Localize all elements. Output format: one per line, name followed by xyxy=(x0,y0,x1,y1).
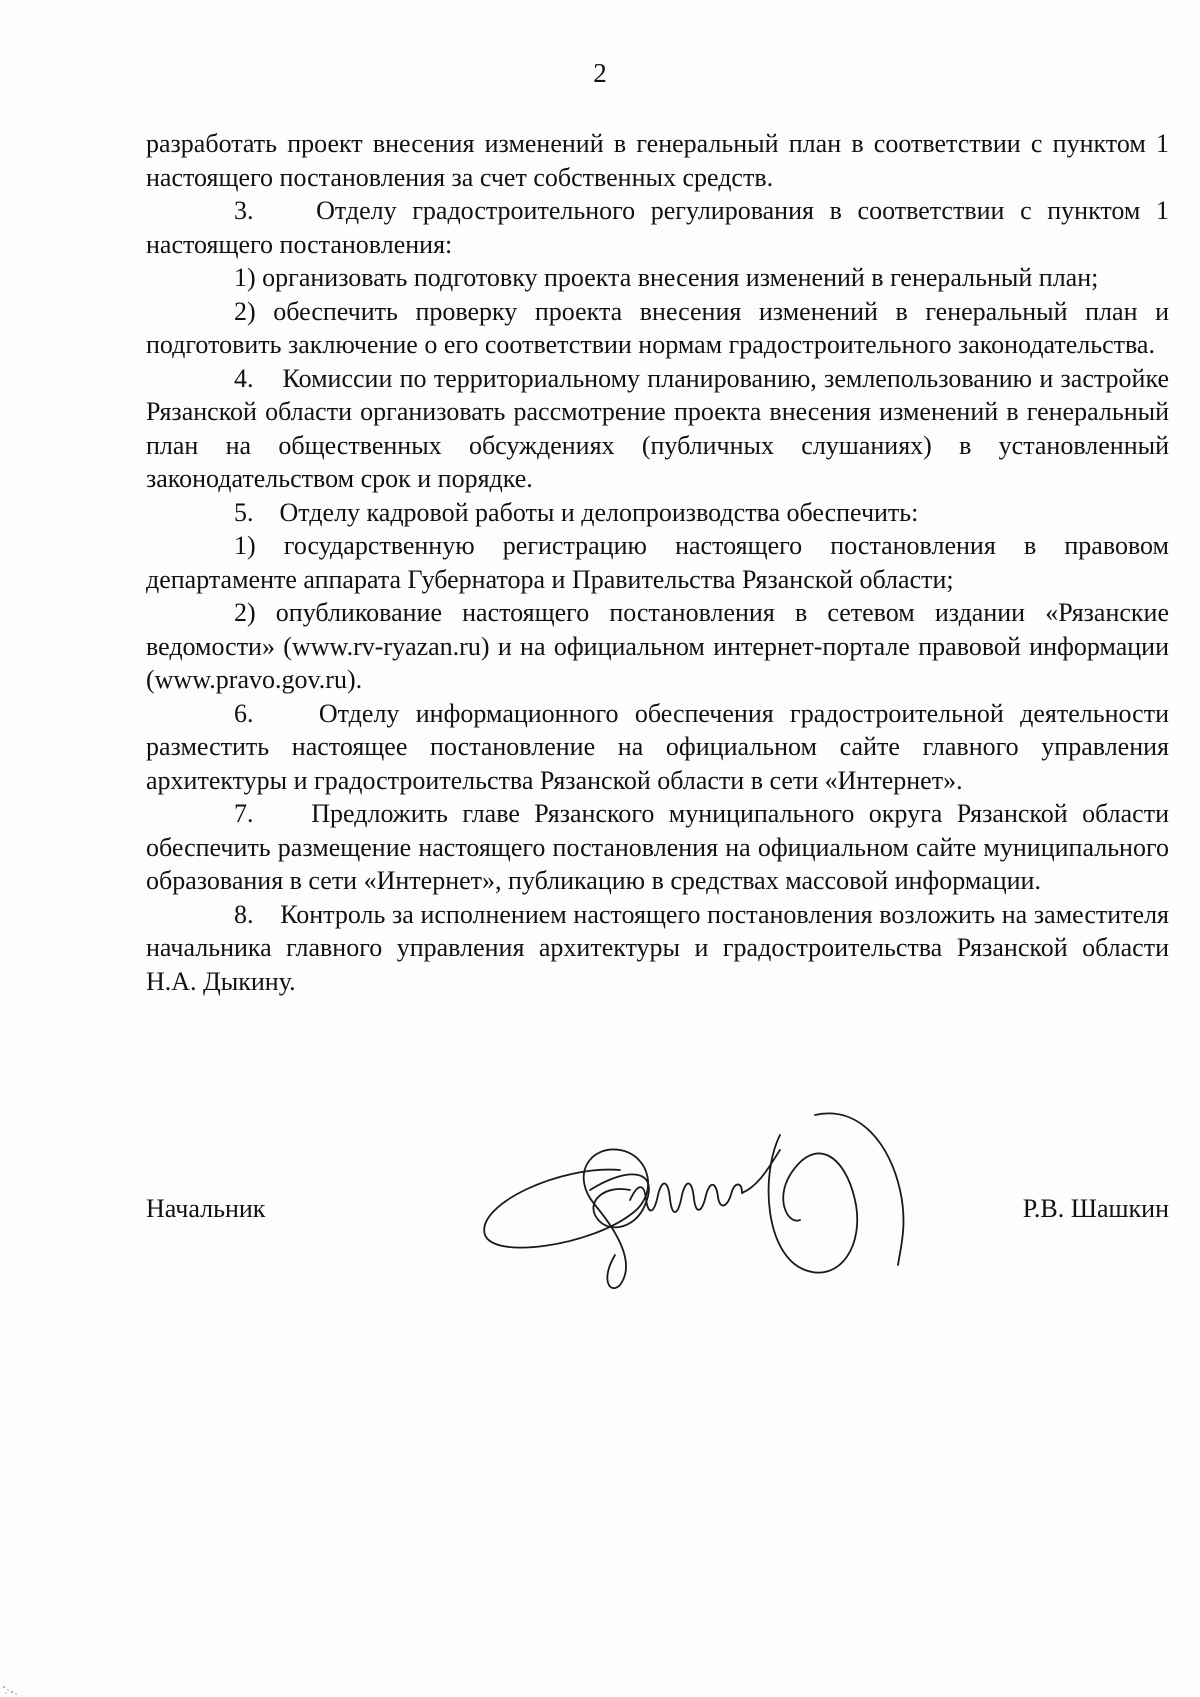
paragraph-item-3: 3. Отделу градостроительного регулирования в соответствии с пунктом 1 настоящего постановления: xyxy=(146,196,1169,259)
scan-speckle xyxy=(0,1665,30,1695)
paragraph-item-5-1: 1) государственную регистрацию настоящего постановления в правовом департаменте аппарата Губернатора и Правительства Рязанской области; xyxy=(146,531,1169,594)
paragraph-item-3-1: 1) организовать подготовку проекта внесения изменений в генеральный план; xyxy=(234,263,1099,292)
signatory-name: Р.В. Шашкин xyxy=(1022,1194,1169,1223)
paragraph-item-3-2: 2) обеспечить проверку проекта внесения изменений в генеральный план и подготовить заключение о его соответствии нормам градостроительного законодательства. xyxy=(146,296,1169,359)
page-number: 2 xyxy=(593,58,607,88)
signatory-title: Начальник xyxy=(146,1194,266,1223)
signature-block xyxy=(146,1192,1169,1232)
paragraph-item-5: 5. Отделу кадровой работы и делопроизводства обеспечить: xyxy=(234,497,919,527)
paragraph-item-5-2: 2) опубликование настоящего постановления в сетевом издании «Рязанские ведомости» (www.rv-ryazan.ru) и на официальном интернет-портале правовой информации (www.pravo.gov.ru). xyxy=(146,598,1169,694)
paragraph-item-7: 7. Предложить главе Рязанского муниципального округа Рязанской области обеспечить размещение настоящего постановления на официальном сайте муниципального образования в сети «Интернет», публикацию в средствах массовой информации. xyxy=(146,799,1169,895)
paragraph-intro: разработать проект внесения изменений в генеральный план в соответствии с пунктом 1 настоящего постановления за счет собственных средств. xyxy=(146,129,1169,192)
document-body xyxy=(146,127,1169,998)
paragraph-item-6: 6. Отделу информационного обеспечения градостроительной деятельности разместить настоящее постановление на официальном сайте главного управления архитектуры и градостроительства Рязанской области в сети «Интернет». xyxy=(146,698,1169,795)
paragraph-item-8: 8. Контроль за исполнением настоящего постановления возложить на заместителя начальника главного управления архитектуры и градостроительства Рязанской области Н.А. Дыкину. xyxy=(146,899,1169,996)
paragraph-item-4: 4. Комиссии по территориальному планированию, землепользованию и застройке Рязанской области организовать рассмотрение проекта внесения изменений в генеральный план на общественных обсуждениях (публичных слушаниях) в установленный законодательством срок и порядке. xyxy=(146,363,1169,493)
